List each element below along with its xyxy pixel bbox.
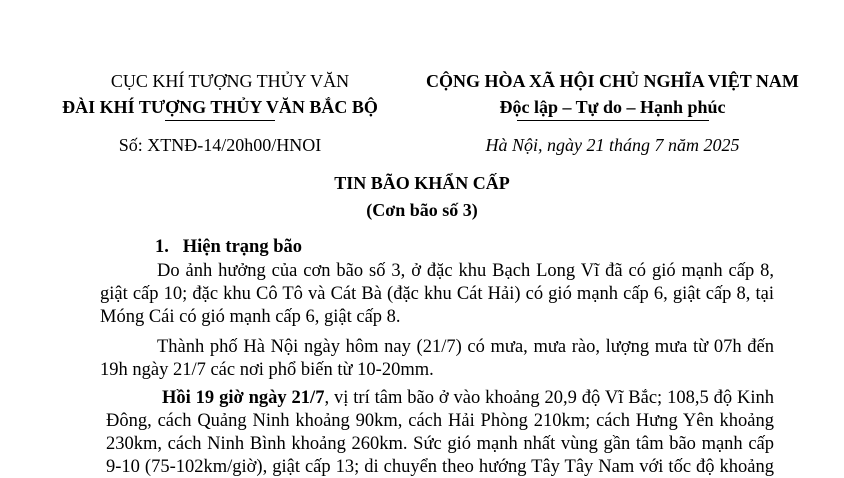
document-title: TIN BÃO KHẨN CẤP xyxy=(334,173,510,193)
bold-timestamp: Hồi 19 giờ ngày 21/7 xyxy=(162,388,325,408)
nation-title: CỘNG HÒA XÃ HỘI CHỦ NGHĨA VIỆT NAM xyxy=(426,71,799,91)
paragraph-text: , vị trí tâm bão ở vào khoảng 20,9 độ Vĩ Bắc; 108,5 độ Kinh xyxy=(324,388,774,408)
document-number: Số: XTNĐ-14/20h00/HNOI xyxy=(118,135,322,155)
paragraph-line: 19h ngày 21/7 các nơi phổ biến từ 10-20mm. xyxy=(100,360,434,380)
national-motto: Độc lập – Tự do – Hạnh phúc xyxy=(499,97,726,117)
office-name: ĐÀI KHÍ TƯỢNG THỦY VĂN BẮC BỘ xyxy=(62,97,378,117)
paragraph-line xyxy=(162,387,774,409)
paragraph-line: 230km, cách Ninh Bình khoảng 260km. Sức gió mạnh nhất vùng gần tâm bão mạnh cấp xyxy=(106,434,774,454)
motto-underline xyxy=(517,120,709,121)
document-subtitle: (Cơn bão số 3) xyxy=(366,200,478,220)
paragraph-line: Thành phố Hà Nội ngày hôm nay (21/7) có mưa, mưa rào, lượng mưa từ 07h đến xyxy=(157,337,774,357)
office-underline xyxy=(165,120,275,121)
place-date: Hà Nội, ngày 21 tháng 7 năm 2025 xyxy=(485,135,740,155)
paragraph-line: 9-10 (75-102km/giờ), giật cấp 13; di chuyển theo hướng Tây Tây Nam với tốc độ khoảng xyxy=(106,457,774,477)
paragraph-line: Đông, cách Quảng Ninh khoảng 90km, cách Hải Phòng 210km; cách Hưng Yên khoảng xyxy=(106,411,774,431)
agency-name: CỤC KHÍ TƯỢNG THỦY VĂN xyxy=(110,71,350,91)
paragraph-line: giật cấp 10; đặc khu Cô Tô và Cát Bà (đặc khu Cát Hải) có gió mạnh cấp 6, giật cấp 8, tại xyxy=(100,284,774,304)
paragraph-line: Móng Cái có gió mạnh cấp 6, giật cấp 8. xyxy=(100,307,401,327)
section-heading: 1. Hiện trạng bão xyxy=(155,237,302,257)
paragraph-line: Do ảnh hưởng của cơn bão số 3, ở đặc khu Bạch Long Vĩ đã có gió mạnh cấp 8, xyxy=(157,261,774,281)
